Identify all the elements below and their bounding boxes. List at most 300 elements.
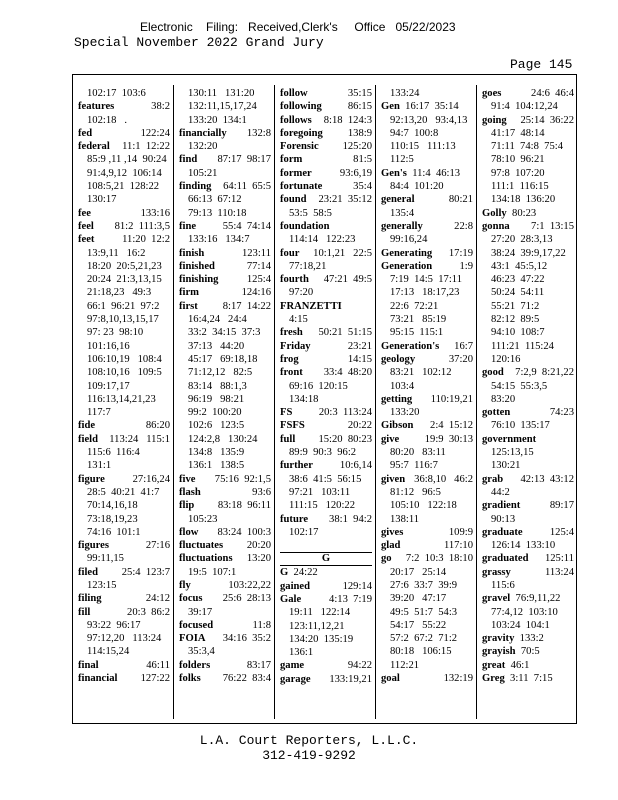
index-word: firm — [179, 287, 199, 299]
index-references: 74:23 — [549, 407, 574, 419]
index-references: 25:4 123:7 — [121, 566, 170, 578]
index-continuation: 45:17 69:18,18 — [188, 353, 258, 365]
index-entry — [381, 539, 473, 552]
index-word: filed — [78, 566, 99, 578]
index-references: 24:6 46:4 — [531, 88, 574, 99]
index-references: 20:3 113:24 — [318, 407, 372, 419]
index-references: 123:11 — [241, 247, 271, 259]
index-word: good — [482, 367, 504, 379]
index-continuation: 77:4,12 103:10 — [491, 606, 558, 618]
index-continuation: 105:23 — [188, 513, 218, 525]
index-word: follows — [280, 114, 312, 126]
index-continuation: 33:2 34:15 37:3 — [188, 327, 261, 339]
index-continuation: 123:11,12,21 — [289, 620, 345, 632]
index-word: fourth — [280, 274, 309, 286]
index-continuation: 94:7 100:8 — [390, 127, 439, 139]
index-references: 80:21 — [448, 194, 473, 206]
index-continuation: 102:17 — [289, 526, 319, 538]
index-continuation: 93:22 96:17 — [87, 619, 141, 631]
index-word: give — [381, 433, 400, 445]
column-divider — [173, 85, 174, 719]
index-continuation: 71:12,12 82:5 — [188, 367, 253, 379]
index-continuation: 97:8 107:20 — [491, 167, 545, 179]
index-references: 76:9,11,22 — [515, 593, 561, 605]
index-continuation: 134:18 — [289, 393, 319, 405]
index-entry — [78, 207, 170, 220]
index-entry — [280, 247, 372, 260]
index-continuation: 103:4 — [390, 380, 415, 392]
index-word: gained — [280, 580, 311, 592]
index-references: 127:22 — [140, 673, 170, 685]
index-entry — [179, 153, 271, 166]
index-word: FRANZETTI — [280, 300, 342, 312]
index-entry — [482, 645, 574, 658]
index-entry — [78, 473, 170, 486]
index-continuation: 134:20 135:19 — [289, 633, 354, 645]
index-references: 77:14 — [246, 260, 271, 272]
index-continuation: 66:13 67:12 — [188, 194, 242, 206]
index-entry — [381, 353, 473, 366]
index-continuation: 133:20 134:1 — [188, 114, 247, 126]
index-entry — [381, 433, 473, 446]
index-references: 113:24 — [544, 566, 574, 578]
index-references: 24:22 — [293, 567, 318, 579]
index-continuation: 21:18,23 49:3 — [87, 287, 152, 299]
index-continuation: 106:10,19 108:4 — [87, 353, 162, 365]
index-references: 83:17 — [246, 659, 271, 671]
index-entry — [78, 233, 170, 246]
index-entry — [280, 180, 372, 193]
index-word: Gale — [280, 593, 302, 605]
index-word: former — [280, 167, 312, 179]
footer-phone: 312-419-9292 — [262, 748, 356, 763]
index-continuation: 133:16 134:7 — [188, 234, 250, 246]
index-references: 19:9 30:13 — [424, 433, 473, 445]
index-word: gonna — [482, 220, 510, 232]
index-word: geology — [381, 353, 416, 365]
index-continuation: 80:18 106:15 — [390, 646, 452, 658]
index-continuation: 54:15 55:3,5 — [491, 380, 548, 392]
index-continuation: 38:6 41:5 56:15 — [289, 473, 362, 485]
index-entry — [78, 539, 170, 552]
index-word: getting — [381, 393, 413, 405]
index-word: fine — [179, 220, 197, 232]
index-references: 117:10 — [443, 540, 473, 552]
index-word: figure — [78, 473, 105, 485]
index-references: 27:16 — [145, 540, 170, 552]
index-word: frog — [280, 353, 299, 365]
index-word: fill — [78, 606, 91, 618]
index-continuation: 71:11 74:8 75:4 — [491, 141, 563, 153]
index-continuation: 132:20 — [188, 141, 218, 153]
index-references: 138:9 — [347, 127, 372, 139]
index-entry — [78, 659, 170, 672]
index-continuation: 130:11 131:20 — [188, 88, 255, 99]
index-word: first — [179, 300, 198, 312]
index-references: 2:4 15:12 — [430, 420, 473, 432]
index-continuation: 111:15 120:22 — [289, 500, 356, 512]
index-references: 132:8 — [246, 127, 271, 139]
column-divider — [274, 85, 275, 719]
index-references: 7:2 10:3 18:10 — [405, 553, 473, 565]
index-column-2 — [179, 87, 271, 685]
index-word: graduate — [482, 526, 523, 538]
index-references: 10:6,14 — [339, 460, 372, 472]
index-references: 1:9 — [459, 260, 473, 272]
index-continuation: 92:13,20 93:4,13 — [390, 114, 468, 126]
index-continuation: 95:7 116:7 — [390, 460, 438, 472]
index-entry — [78, 672, 170, 685]
index-word: FS — [280, 407, 293, 419]
index-entry — [280, 300, 372, 313]
index-references: 122:24 — [140, 127, 170, 139]
index-references: 15:20 80:23 — [318, 433, 372, 445]
index-entry — [179, 659, 271, 672]
index-entry — [78, 100, 170, 113]
index-references: 55:4 74:14 — [222, 220, 271, 232]
index-continuation: 81:12 96:5 — [390, 486, 441, 498]
index-word: general — [381, 194, 415, 206]
index-continuation: 105:21 — [188, 167, 218, 179]
index-continuation: 133:24 — [390, 88, 420, 99]
index-entry — [179, 260, 271, 273]
index-continuation: 83:14 88:1,3 — [188, 380, 247, 392]
index-word: Gibson — [381, 420, 414, 432]
index-entry — [482, 87, 574, 100]
index-entry — [280, 459, 372, 472]
index-continuation: 102:6 123:5 — [188, 420, 245, 432]
index-word: further — [280, 460, 313, 472]
index-continuation: 97:12,20 113:24 — [87, 633, 162, 645]
page-number: Page 145 — [510, 57, 573, 72]
index-word: fluctuations — [179, 553, 233, 565]
index-continuation: 133:20 — [390, 407, 420, 419]
index-continuation: 28:5 40:21 41:7 — [87, 486, 160, 498]
index-references: 7:1 13:15 — [531, 220, 574, 232]
index-entry — [179, 552, 271, 565]
index-references: 103:22,22 — [228, 579, 271, 591]
index-entry — [280, 366, 372, 379]
index-word: Gen — [381, 101, 400, 113]
index-continuation: 91:4 104:12,24 — [491, 101, 558, 113]
index-references: 13:20 — [246, 553, 271, 565]
index-entry — [280, 220, 372, 233]
index-references: 75:16 92:1,5 — [214, 473, 271, 485]
index-word: gives — [381, 526, 404, 538]
index-continuation: 90:13 — [491, 513, 516, 525]
index-entry — [78, 140, 170, 153]
index-continuation: 110:15 111:13 — [390, 141, 456, 153]
index-continuation: 138:11 — [390, 513, 420, 525]
index-entry — [179, 486, 271, 499]
index-continuation: 57:2 67:2 71:2 — [390, 633, 458, 645]
index-continuation: 85:9 ,11 ,14 90:24 — [87, 154, 167, 166]
index-references: 27:16,24 — [132, 473, 170, 485]
index-word: given — [381, 473, 406, 485]
index-word: gravel — [482, 593, 511, 605]
index-word: fortunate — [280, 181, 323, 193]
index-word: Generation — [381, 260, 433, 272]
index-references: 93:6 — [252, 486, 271, 498]
index-continuation: 19:5 107:1 — [188, 566, 237, 578]
index-references: 80:23 — [512, 207, 537, 219]
index-continuation: 116:13,14,21,23 — [87, 393, 156, 405]
index-entry — [280, 353, 372, 366]
index-entry — [280, 87, 372, 100]
index-word: five — [179, 473, 196, 485]
column-divider — [476, 85, 477, 719]
index-continuation: 112:21 — [390, 659, 420, 671]
index-entry — [280, 140, 372, 153]
index-column-5 — [482, 87, 574, 685]
index-word: grassy — [482, 566, 511, 578]
section-letter-header: G — [280, 552, 372, 566]
index-word: gotten — [482, 407, 511, 419]
index-references: 81:5 — [353, 154, 372, 166]
index-continuation: 20:17 25:14 — [390, 566, 447, 578]
index-word: G — [280, 567, 289, 579]
index-continuation: 20:24 21:3,13,15 — [87, 274, 162, 286]
index-references: 11:8 — [252, 619, 271, 631]
index-continuation: 125:13,15 — [491, 447, 534, 459]
word-index-frame — [72, 74, 577, 724]
index-continuation: 117:7 — [87, 407, 111, 419]
index-entry — [78, 592, 170, 605]
index-continuation: 84:4 101:20 — [390, 181, 444, 193]
index-entry — [381, 247, 473, 260]
index-references: 110:19,21 — [430, 393, 473, 405]
index-word: generally — [381, 220, 423, 232]
index-word: flash — [179, 486, 201, 498]
index-continuation: 114:14 122:23 — [289, 234, 356, 246]
index-entry — [179, 619, 271, 632]
index-word: front — [280, 367, 303, 379]
index-entry — [280, 580, 372, 593]
index-references: 87:17 98:17 — [217, 154, 271, 166]
index-word: financial — [78, 673, 118, 685]
index-word: federal — [78, 141, 110, 153]
index-references: 16:17 35:14 — [405, 101, 459, 113]
index-continuation: 76:10 135:17 — [491, 420, 550, 432]
index-word: Greg — [482, 673, 505, 685]
index-word: filing — [78, 593, 102, 605]
index-entry — [280, 127, 372, 140]
index-word: FOIA — [179, 633, 206, 645]
index-continuation: 41:17 48:14 — [491, 127, 545, 139]
index-references: 94:22 — [347, 660, 372, 672]
index-continuation: 114:15,24 — [87, 646, 130, 658]
index-entry — [482, 499, 574, 512]
index-entry — [381, 672, 473, 685]
index-continuation: 55:21 71:2 — [491, 300, 540, 312]
index-continuation: 99:2 100:20 — [188, 407, 242, 419]
index-entry — [179, 473, 271, 486]
index-continuation: 74:16 101:1 — [87, 526, 141, 538]
index-continuation: 77:18,21 — [289, 260, 327, 272]
index-entry — [179, 180, 271, 193]
index-entry — [482, 366, 574, 379]
index-references: 25:14 36:22 — [520, 114, 574, 126]
index-references: 11:1 12:22 — [122, 141, 170, 153]
index-references: 86:20 — [145, 420, 170, 432]
index-entry — [179, 499, 271, 512]
index-continuation: 16:4,24 24:4 — [188, 314, 247, 326]
index-continuation: 105:10 122:18 — [390, 500, 457, 512]
index-continuation: 131:1 — [87, 460, 112, 472]
index-word: field — [78, 433, 99, 445]
index-word: find — [179, 154, 198, 166]
index-continuation: 97:8,10,13,15,17 — [87, 314, 159, 326]
index-entry — [482, 473, 574, 486]
index-word: folders — [179, 659, 211, 671]
index-references: 17:19 — [448, 247, 473, 259]
index-continuation: 97:21 103:11 — [289, 486, 351, 498]
index-references: 50:21 51:15 — [318, 327, 372, 339]
index-word: Forensic — [280, 141, 319, 153]
index-references: 93:6,19 — [339, 167, 372, 179]
index-continuation: 13:9,11 16:2 — [87, 247, 146, 259]
index-entry — [381, 526, 473, 539]
index-references: 34:16 35:2 — [222, 633, 271, 645]
index-continuation: 69:16 120:15 — [289, 380, 348, 392]
index-continuation: 46:23 47:22 — [491, 274, 545, 286]
index-continuation: 108:5,21 128:22 — [87, 181, 160, 193]
index-entry — [280, 433, 372, 446]
index-entry — [280, 419, 372, 432]
index-references: 35:4 — [353, 181, 372, 193]
index-references: 109:9 — [448, 526, 473, 538]
index-references: 86:15 — [347, 101, 372, 113]
index-word: garage — [280, 673, 311, 685]
index-references: 125:4 — [246, 274, 271, 286]
index-word: fresh — [280, 327, 303, 339]
case-title: Special November 2022 Grand Jury — [74, 35, 324, 50]
index-references: 125:20 — [342, 141, 372, 153]
index-word: go — [381, 553, 392, 565]
index-entry — [381, 167, 473, 180]
index-entry — [179, 247, 271, 260]
index-continuation: 43:1 45:5,12 — [491, 260, 548, 272]
index-references: 46:11 — [146, 659, 170, 671]
index-references: 64:11 65:5 — [223, 181, 271, 193]
index-entry — [179, 526, 271, 539]
index-word: finished — [179, 260, 215, 272]
index-references: 133:2 — [519, 633, 544, 645]
index-entry — [482, 659, 574, 672]
index-entry — [78, 566, 170, 579]
index-entry — [381, 100, 473, 113]
index-references: 8:17 14:22 — [222, 300, 271, 312]
index-continuation — [280, 539, 372, 552]
index-word: flip — [179, 500, 195, 512]
index-continuation: 78:10 96:21 — [491, 154, 545, 166]
index-references: 133:19,21 — [329, 673, 372, 685]
index-word: grayish — [482, 646, 516, 658]
index-entry — [381, 220, 473, 233]
index-word: final — [78, 659, 99, 671]
index-entry — [381, 419, 473, 432]
index-entry — [179, 579, 271, 592]
index-references: 125:4 — [549, 526, 574, 538]
index-entry — [482, 566, 574, 579]
index-references: 38:1 94:2 — [329, 513, 372, 525]
index-word: flow — [179, 526, 199, 538]
index-word: game — [280, 660, 305, 672]
index-references: 37:20 — [448, 353, 473, 365]
index-entry — [280, 273, 372, 286]
index-references: 20:20 — [246, 540, 271, 552]
index-continuation: 109:17,17 — [87, 380, 130, 392]
index-entry — [482, 526, 574, 539]
index-continuation: 97:20 — [289, 287, 314, 299]
index-continuation: 44:2 — [491, 486, 510, 498]
index-references: 33:4 48:20 — [323, 367, 372, 379]
index-continuation: 96:19 98:21 — [188, 393, 245, 405]
index-references: 124:16 — [241, 287, 271, 299]
index-word: fluctuates — [179, 540, 224, 552]
index-references: 129:14 — [342, 580, 372, 592]
index-continuation: 22:6 72:21 — [390, 300, 439, 312]
index-word: form — [280, 154, 303, 166]
index-word: government — [482, 433, 537, 445]
index-continuation: 53:5 58:5 — [289, 207, 332, 219]
index-continuation: 103:24 104:1 — [491, 619, 550, 631]
index-entry — [280, 193, 372, 206]
index-continuation: 82:12 89:5 — [491, 314, 540, 326]
index-word: fed — [78, 127, 93, 139]
index-word: fide — [78, 420, 96, 432]
index-word: goes — [482, 88, 502, 99]
index-references: 25:6 28:13 — [222, 593, 271, 605]
index-references: 10:1,21 22:5 — [313, 247, 372, 259]
index-entry — [381, 193, 473, 206]
index-continuation: 115:6 — [491, 579, 515, 591]
index-word: Gen's — [381, 167, 407, 179]
index-continuation: 123:15 — [87, 579, 117, 591]
index-entry — [280, 167, 372, 180]
index-word: finishing — [179, 274, 219, 286]
index-word: grab — [482, 473, 504, 485]
index-word: Golly — [482, 207, 507, 219]
index-word: future — [280, 513, 309, 525]
index-entry — [179, 220, 271, 233]
index-entry — [280, 326, 372, 339]
index-continuation: 111:21 115:24 — [491, 340, 554, 352]
filing-stamp: Electronic Filing: Received,Clerk's Office 05/22/2023 — [140, 20, 456, 34]
index-continuation: 39:17 — [188, 606, 213, 618]
footer-company: L.A. Court Reporters, L.L.C. — [199, 733, 419, 748]
index-entry — [482, 433, 574, 446]
index-references: 89:17 — [549, 500, 574, 512]
index-references: 3:11 7:15 — [510, 673, 553, 685]
index-entry — [482, 114, 574, 127]
index-continuation: 94:10 108:7 — [491, 327, 545, 339]
index-references: 47:21 49:5 — [323, 274, 372, 286]
index-continuation: 135:4 — [390, 207, 415, 219]
index-references: 20:3 86:2 — [127, 606, 170, 618]
index-word: great — [482, 659, 506, 671]
index-entry — [78, 606, 170, 619]
index-entry — [280, 593, 372, 606]
index-word: four — [280, 247, 300, 259]
index-continuation: 7:19 14:5 17:11 — [390, 274, 462, 286]
index-continuation: 83:20 — [491, 393, 516, 405]
index-continuation: 136:1 — [289, 647, 314, 659]
index-word: finish — [179, 247, 205, 259]
index-entry — [280, 566, 372, 579]
index-word: finding — [179, 181, 212, 193]
index-entry — [280, 340, 372, 353]
